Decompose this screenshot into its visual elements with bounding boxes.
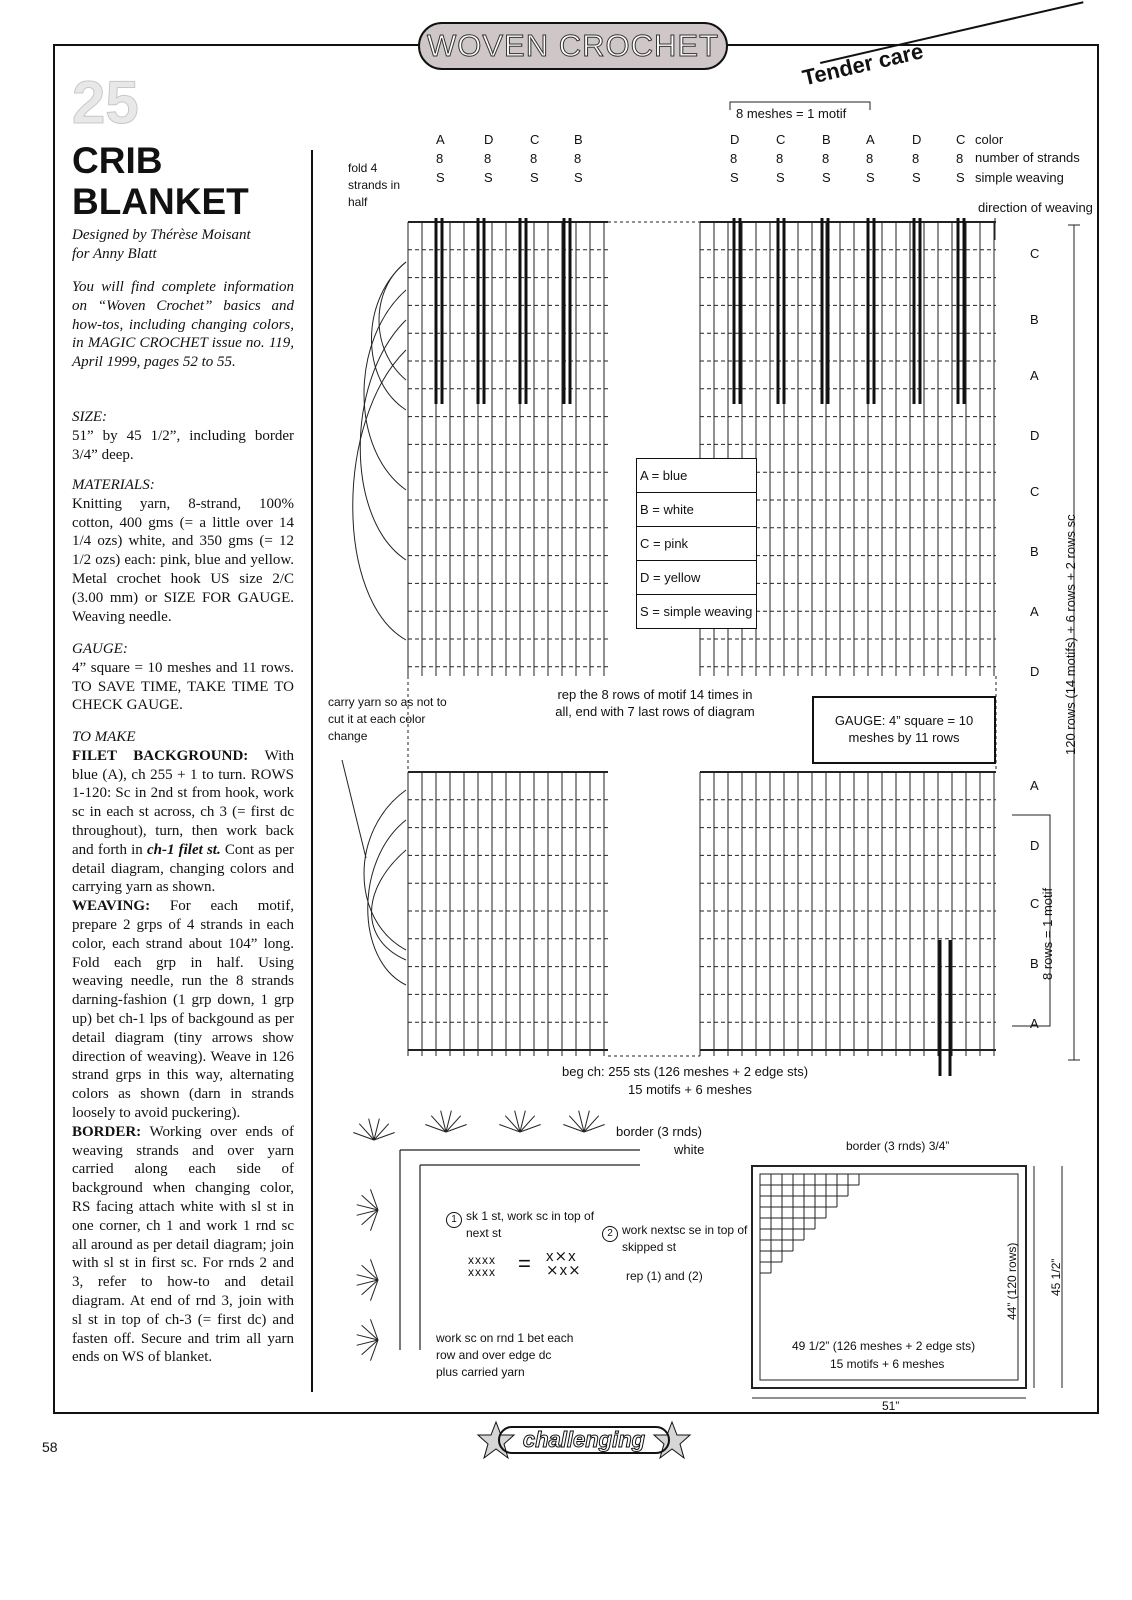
equals-sign: = bbox=[518, 1251, 531, 1276]
title-line-2: BLANKET bbox=[72, 181, 249, 222]
carry-arc bbox=[364, 290, 406, 490]
carry-arc bbox=[372, 850, 407, 960]
direction-note: direction of weaving bbox=[978, 200, 1093, 215]
weaving-label: WEAVING: bbox=[72, 898, 151, 915]
filet-emphasis: ch-1 filet st. bbox=[146, 841, 221, 858]
weaving-text: For each motif, prepare 2 grps of 4 strands in each color, each strand about 104” long. Fold each grp in half. Using weaving needle, run the 8 strands darning-fashion (1 grp down, 1 grp up) bet ch-1 lps of backgound as per detail diagram (tiny arrows show direction of weaving). Weave in 126 strand grps in this way, alternating colors as shown (darn in strands loosely to avoid puckering). bbox=[72, 898, 295, 1121]
row-color-label: C bbox=[1030, 896, 1040, 911]
column-header-color: D bbox=[912, 132, 922, 147]
designer-line-2: for Anny Blatt bbox=[72, 245, 157, 262]
legend-item: B = white bbox=[637, 493, 756, 527]
series-title: Tender care bbox=[800, 38, 926, 91]
row-color-label: D bbox=[1030, 838, 1040, 853]
size-text: 51” by 45 1/2”, including border 3/4” deep. bbox=[72, 427, 294, 463]
filet-text-2: Cont as per detail diagram, changing colors and carrying yarn as shown. bbox=[72, 841, 295, 896]
column-header-weave: S bbox=[574, 170, 583, 185]
row-color-label: A bbox=[1030, 368, 1039, 383]
column-header-strands: 8 bbox=[956, 151, 964, 166]
column-header-color: A bbox=[866, 132, 875, 147]
schematic-motifs: 15 motifs + 6 meshes bbox=[830, 1357, 945, 1371]
column-header-weave: S bbox=[956, 170, 965, 185]
reference-note: You will find complete information on “Woven Crochet” basics and how-tos, including changing colors, in MAGIC CROCHET issue no. 119, April 1999, pages 52 to 55. bbox=[72, 279, 294, 371]
column-header-strands: 8 bbox=[912, 151, 920, 166]
step-1-marker: 1 bbox=[446, 1212, 462, 1228]
column-header-weave: S bbox=[822, 170, 831, 185]
column-header-strands: 8 bbox=[484, 151, 492, 166]
column-header-strands: 8 bbox=[776, 151, 784, 166]
legend-item: D = yellow bbox=[637, 561, 756, 595]
gauge-text: 4” square = 10 meshes and 11 rows. TO SAVE TIME, TAKE TIME TO CHECK GAUGE. bbox=[72, 659, 294, 714]
filet-text-1: With blue (A), ch 255 + 1 to turn. ROWS 1-120: Sc in 2nd st from hook, work sc in each st across, ch 3 (= first dc throughout), turn, then work back and forth in bbox=[72, 747, 294, 858]
column-header-color: C bbox=[956, 132, 966, 147]
motif-rows-label: 8 rows = 1 motif bbox=[1040, 887, 1055, 980]
border-rounds-label: border (3 rnds) bbox=[616, 1124, 702, 1139]
to-make-heading: TO MAKE bbox=[72, 729, 136, 745]
column-header-strands: 8 bbox=[530, 151, 538, 166]
schematic-inner-height: 44” (120 rows) bbox=[1005, 1242, 1019, 1320]
row-color-label: C bbox=[1030, 484, 1040, 499]
schematic-inner-width: 49 1/2” (126 meshes + 2 edge sts) bbox=[792, 1339, 976, 1353]
step-2-text: work nextsc se in top of skipped st bbox=[622, 1223, 748, 1254]
column-header-weave: S bbox=[776, 170, 785, 185]
carry-arc bbox=[372, 262, 407, 410]
border-text: Working over ends of weaving strands and over yarn carried along each side of background when changing color, RS facing attach white with sl st in one corner, ch 1 and work 1 rnd sc all around as per detail diagram; join with sl st in first sc. For rnds 2 and 3, refer to how-to and detail diagram. At end of rnd 3, join with sl st in top of ch-3 (= first dc) and fasten off. Secure and trim all yarn ends on WS of blanket. bbox=[72, 1123, 294, 1366]
repeat-note: rep the 8 rows of motif 14 times in all, end with 7 last rows of diagram bbox=[555, 687, 755, 719]
schematic-outer-width: 51” bbox=[882, 1399, 900, 1413]
schematic-border-label: border (3 rnds) 3/4” bbox=[846, 1139, 950, 1153]
fold-note: fold 4 strands in half bbox=[348, 161, 401, 209]
beginning-chain-motifs: 15 motifs + 6 meshes bbox=[628, 1082, 752, 1097]
gauge-box: GAUGE: 4” square = 10 meshes by 11 rows bbox=[812, 696, 996, 764]
column-header-strands: 8 bbox=[730, 151, 738, 166]
column-header-weave: S bbox=[730, 170, 739, 185]
total-rows-label: 120 rows (14 motifs) + 6 rows + 2 rows sc bbox=[1063, 514, 1078, 755]
row-key-weave: simple weaving bbox=[975, 170, 1064, 185]
column-header-strands: 8 bbox=[574, 151, 582, 166]
step-2-marker: 2 bbox=[602, 1226, 618, 1242]
column-header-strands: 8 bbox=[436, 151, 444, 166]
row-color-label: B bbox=[1030, 544, 1039, 559]
step-1-text: sk 1 st, work sc in top of next st bbox=[466, 1209, 595, 1240]
column-header-color: B bbox=[574, 132, 583, 147]
difficulty-label: challenging bbox=[498, 1426, 670, 1454]
column-header-color: A bbox=[436, 132, 445, 147]
schematic-grid bbox=[760, 1174, 870, 1284]
filet-grids bbox=[408, 222, 996, 1056]
materials-heading: MATERIALS: bbox=[72, 477, 155, 493]
column-header-color: D bbox=[484, 132, 494, 147]
meshes-per-motif-label: 8 meshes = 1 motif bbox=[736, 106, 847, 121]
carry-arc bbox=[368, 820, 406, 985]
beginning-chain-label: beg ch: 255 sts (126 meshes + 2 edge sts) bbox=[562, 1064, 809, 1079]
color-legend bbox=[636, 458, 757, 629]
gauge-heading: GAUGE: bbox=[72, 641, 128, 657]
carry-arc bbox=[364, 790, 406, 950]
carry-pointer bbox=[342, 760, 366, 858]
title-line-1: CRIB bbox=[72, 140, 163, 181]
pattern-number: 25 bbox=[72, 69, 139, 136]
carry-arc bbox=[379, 262, 406, 380]
border-color-label: white bbox=[674, 1142, 705, 1157]
column-header-strands: 8 bbox=[866, 151, 874, 166]
row-color-label: A bbox=[1030, 604, 1039, 619]
designer-line-1: Designed by Thérèse Moisant bbox=[72, 227, 251, 243]
column-header-weave: S bbox=[912, 170, 921, 185]
materials-text: Knitting yarn, 8-strand, 100% cotton, 400 gms (= a little over 14 1/4 ozs) white, and 350 gms (= 12 1/2 ozs) each: pink, blue and yellow. Metal crochet hook US size 2/C (3.00 mm) or SIZE FOR GAUGE. Weaving needle. bbox=[72, 495, 294, 625]
carry-arc bbox=[360, 320, 406, 560]
border-corner-edge bbox=[400, 1150, 640, 1350]
row-color-label: D bbox=[1030, 664, 1040, 679]
column-header-strands: 8 bbox=[822, 151, 830, 166]
column-header-weave: S bbox=[484, 170, 493, 185]
stitch-xs-after: x⨯x ⨯x⨯ bbox=[546, 1248, 582, 1279]
banner-title: WOVEN CROCHET bbox=[427, 28, 719, 63]
row-color-label: B bbox=[1030, 312, 1039, 327]
page-number: 58 bbox=[42, 1439, 58, 1455]
stitch-xs-before: xxxx xxxx bbox=[468, 1253, 496, 1279]
size-heading: SIZE: bbox=[72, 409, 107, 425]
row-color-label: A bbox=[1030, 1016, 1039, 1031]
row-key-strands: number of strands bbox=[975, 150, 1080, 165]
column-header-color: C bbox=[776, 132, 786, 147]
row-color-label: C bbox=[1030, 246, 1040, 261]
column-header-weave: S bbox=[866, 170, 875, 185]
border-label: BORDER: bbox=[72, 1123, 142, 1140]
legend-item: S = simple weaving bbox=[640, 604, 753, 619]
carry-yarn-note: carry yarn so as not to cut it at each color change bbox=[328, 695, 447, 743]
row-color-label: D bbox=[1030, 428, 1040, 443]
column-header-color: B bbox=[822, 132, 831, 147]
schematic-outer-height: 45 1/2” bbox=[1049, 1258, 1063, 1296]
filet-label: FILET BACKGROUND: bbox=[72, 747, 249, 764]
difficulty-badge bbox=[476, 1418, 692, 1462]
row-key-color: color bbox=[975, 132, 1004, 147]
column-header-weave: S bbox=[530, 170, 539, 185]
round-1-note: work sc on rnd 1 bet each row and over edge dc plus carried yarn bbox=[436, 1331, 574, 1379]
column-header-color: D bbox=[730, 132, 740, 147]
carry-arc bbox=[353, 350, 406, 640]
repeat-steps-label: rep (1) and (2) bbox=[626, 1269, 703, 1283]
legend-item: A = blue bbox=[637, 459, 756, 493]
column-header-color: C bbox=[530, 132, 540, 147]
row-color-label: B bbox=[1030, 956, 1039, 971]
column-header-weave: S bbox=[436, 170, 445, 185]
row-color-label: A bbox=[1030, 778, 1039, 793]
legend-item: C = pink bbox=[637, 527, 756, 561]
